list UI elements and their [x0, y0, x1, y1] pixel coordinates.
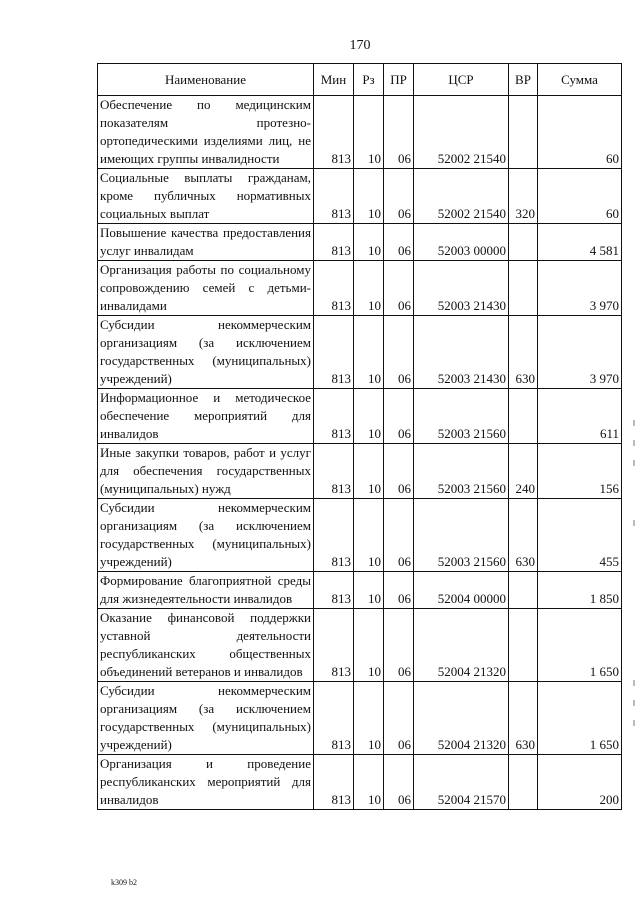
- row-vr: 630: [509, 316, 538, 389]
- row-vr: [509, 572, 538, 609]
- row-vr: [509, 609, 538, 682]
- header-csr: ЦСР: [414, 64, 509, 96]
- row-rz: 10: [354, 389, 384, 444]
- margin-dash-marks: [628, 0, 640, 905]
- row-min: 813: [314, 389, 354, 444]
- row-csr: 52002 21540: [414, 96, 509, 169]
- row-vr: 240: [509, 444, 538, 499]
- row-pr: 06: [384, 316, 414, 389]
- table-row: [98, 444, 622, 499]
- row-csr: 52002 21540: [414, 169, 509, 224]
- row-sum: 611: [538, 389, 622, 444]
- row-min: 813: [314, 316, 354, 389]
- page-number: 170: [349, 38, 371, 53]
- row-min: 813: [314, 224, 354, 261]
- row-rz: 10: [354, 682, 384, 755]
- row-min: 813: [314, 755, 354, 810]
- table-row: [98, 316, 622, 389]
- row-vr: 630: [509, 499, 538, 572]
- row-rz: 10: [354, 224, 384, 261]
- row-rz: 10: [354, 96, 384, 169]
- header-name: Наименование: [98, 64, 314, 96]
- row-csr: 52004 00000: [414, 572, 509, 609]
- table-row: [98, 261, 622, 316]
- row-pr: 06: [384, 682, 414, 755]
- table-header-row: [98, 64, 622, 96]
- row-vr: [509, 224, 538, 261]
- row-min: 813: [314, 444, 354, 499]
- row-pr: 06: [384, 755, 414, 810]
- row-rz: 10: [354, 499, 384, 572]
- row-vr: 630: [509, 682, 538, 755]
- row-sum: 60: [538, 96, 622, 169]
- row-sum: 455: [538, 499, 622, 572]
- row-csr: 52003 00000: [414, 224, 509, 261]
- header-sum: Сумма: [538, 64, 622, 96]
- row-csr: 52004 21320: [414, 682, 509, 755]
- header-vr: ВР: [509, 64, 538, 96]
- footer-code: k309 b2: [111, 878, 137, 887]
- row-pr: 06: [384, 609, 414, 682]
- table-row: [98, 682, 622, 755]
- row-csr: 52003 21560: [414, 499, 509, 572]
- row-pr: 06: [384, 572, 414, 609]
- table-row: [98, 96, 622, 169]
- row-csr: 52003 21560: [414, 444, 509, 499]
- row-name: Организация работы по социальному сопровождению семей с детьми-инвалидами: [98, 261, 314, 316]
- row-name: Повышение качества предоставления услуг инвалидам: [98, 224, 314, 261]
- row-pr: 06: [384, 224, 414, 261]
- row-pr: 06: [384, 169, 414, 224]
- row-min: 813: [314, 572, 354, 609]
- row-csr: 52003 21430: [414, 316, 509, 389]
- row-rz: 10: [354, 169, 384, 224]
- row-vr: 320: [509, 169, 538, 224]
- row-sum: 1 650: [538, 682, 622, 755]
- header-min: Мин: [314, 64, 354, 96]
- budget-table: [97, 63, 622, 810]
- row-min: 813: [314, 682, 354, 755]
- row-rz: 10: [354, 261, 384, 316]
- row-sum: 3 970: [538, 316, 622, 389]
- row-min: 813: [314, 609, 354, 682]
- row-rz: 10: [354, 609, 384, 682]
- row-vr: [509, 389, 538, 444]
- row-name: Субсидии некоммерческим организациям (за исключением государственных (муниципальных) учреждений): [98, 316, 314, 389]
- row-rz: 10: [354, 755, 384, 810]
- row-sum: 3 970: [538, 261, 622, 316]
- row-vr: [509, 96, 538, 169]
- row-name: Оказание финансовой поддержки уставной деятельности республиканских общественных объединений ветеранов и инвалидов: [98, 609, 314, 682]
- row-name: Формирование благоприятной среды для жизнедеятельности инвалидов: [98, 572, 314, 609]
- row-rz: 10: [354, 572, 384, 609]
- row-pr: 06: [384, 499, 414, 572]
- row-csr: 52004 21320: [414, 609, 509, 682]
- row-min: 813: [314, 169, 354, 224]
- row-pr: 06: [384, 96, 414, 169]
- row-min: 813: [314, 499, 354, 572]
- row-sum: 60: [538, 169, 622, 224]
- row-sum: 156: [538, 444, 622, 499]
- row-csr: 52004 21570: [414, 755, 509, 810]
- row-pr: 06: [384, 444, 414, 499]
- row-sum: 200: [538, 755, 622, 810]
- table-row: [98, 389, 622, 444]
- row-csr: 52003 21560: [414, 389, 509, 444]
- row-sum: 4 581: [538, 224, 622, 261]
- row-pr: 06: [384, 261, 414, 316]
- row-min: 813: [314, 96, 354, 169]
- row-sum: 1 650: [538, 609, 622, 682]
- row-name: Иные закупки товаров, работ и услуг для обеспечения государственных (муниципальных) нужд: [98, 444, 314, 499]
- row-name: Субсидии некоммерческим организациям (за исключением государственных (муниципальных) учреждений): [98, 682, 314, 755]
- table-row: [98, 224, 622, 261]
- row-sum: 1 850: [538, 572, 622, 609]
- row-rz: 10: [354, 316, 384, 389]
- row-name: Субсидии некоммерческим организациям (за исключением государственных (муниципальных) учреждений): [98, 499, 314, 572]
- table-row: [98, 169, 622, 224]
- row-vr: [509, 261, 538, 316]
- row-vr: [509, 755, 538, 810]
- header-rz: Рз: [354, 64, 384, 96]
- table-row: [98, 755, 622, 810]
- table-row: [98, 609, 622, 682]
- row-name: Организация и проведение республиканских мероприятий для инвалидов: [98, 755, 314, 810]
- row-csr: 52003 21430: [414, 261, 509, 316]
- row-rz: 10: [354, 444, 384, 499]
- table-row: [98, 572, 622, 609]
- row-name: Информационное и методическое обеспечение мероприятий для инвалидов: [98, 389, 314, 444]
- row-name: Обеспечение по медицинским показателям протезно-ортопедическими изделиями лиц, не имеющих группы инвалидности: [98, 96, 314, 169]
- row-min: 813: [314, 261, 354, 316]
- header-pr: ПР: [384, 64, 414, 96]
- table-row: [98, 499, 622, 572]
- row-pr: 06: [384, 389, 414, 444]
- row-name: Социальные выплаты гражданам, кроме публичных нормативных социальных выплат: [98, 169, 314, 224]
